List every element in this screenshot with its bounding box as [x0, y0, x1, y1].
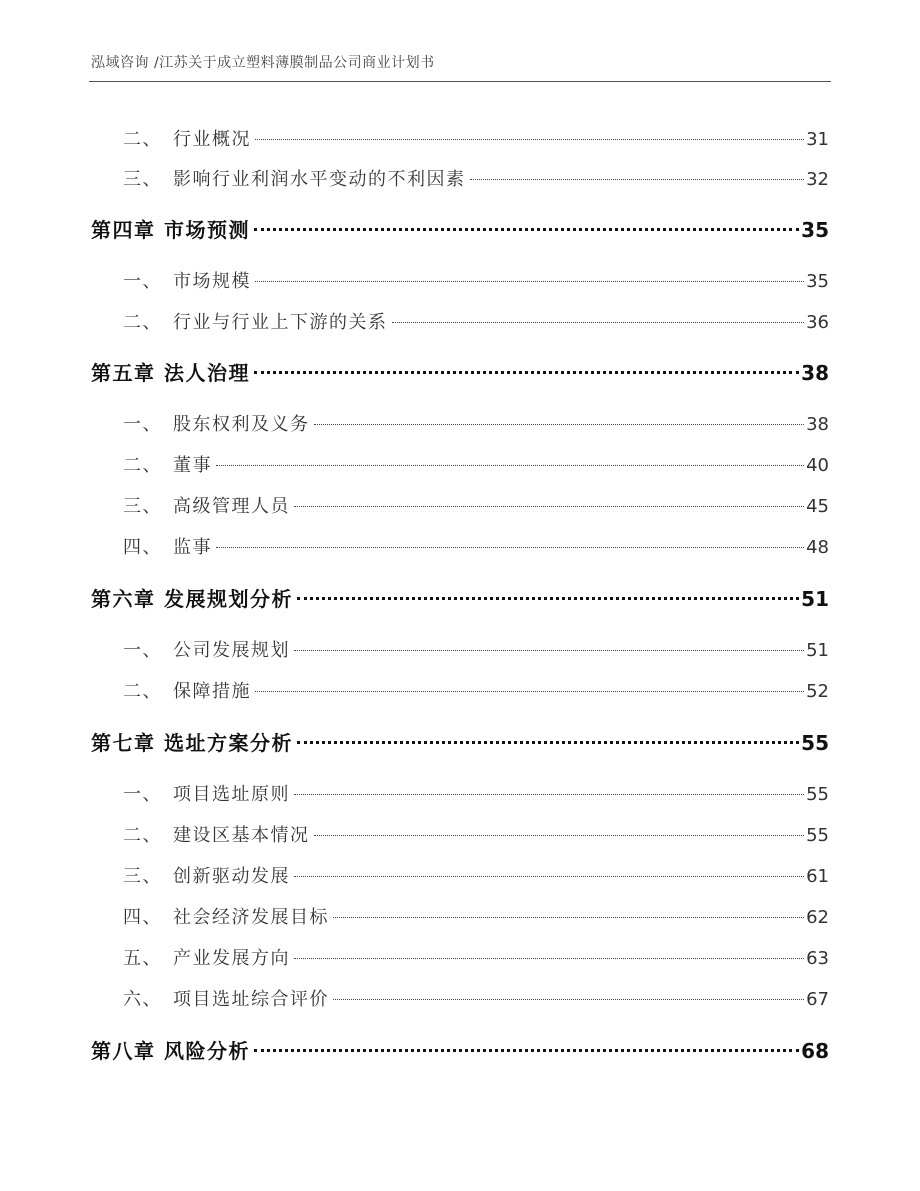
toc-section-entry[interactable]: [91, 125, 829, 151]
toc-entry-text: 影响行业利润水平变动的不利因素: [173, 169, 466, 190]
toc-entry-title: [91, 677, 251, 703]
toc-entry-title: [91, 862, 290, 888]
toc-entry-title: [91, 125, 251, 151]
toc-entry-text: 建设区基本情况: [173, 825, 310, 846]
page-header: 泓域咨询 /江苏关于成立塑料薄膜制品公司商业计划书: [91, 55, 435, 71]
toc-page-number: 62: [806, 907, 829, 928]
toc-section-entry[interactable]: [91, 903, 829, 929]
toc-leader-dots: [294, 876, 804, 877]
toc-chapter-entry[interactable]: [91, 583, 829, 612]
toc-entry-number: 五、: [123, 948, 162, 969]
toc-page-number: 51: [801, 587, 829, 611]
toc-entry-number: 二、: [123, 129, 162, 150]
toc-section-entry[interactable]: [91, 985, 829, 1011]
toc-entry-text: 监事: [173, 537, 212, 558]
toc-entry-title: [91, 308, 388, 334]
toc-page-number: 61: [806, 866, 829, 887]
toc-entry-number: 二、: [123, 312, 162, 333]
toc-entry-title: [91, 985, 329, 1011]
toc-entry-title: 第七章 选址方案分析: [91, 731, 293, 755]
toc-leader-dots: [294, 506, 804, 507]
header-divider: [89, 81, 831, 82]
toc-page-number: 45: [806, 496, 829, 517]
toc-entry-number: 一、: [123, 414, 162, 435]
toc-leader-dots: [294, 650, 804, 651]
toc-chapter-entry[interactable]: [91, 214, 829, 243]
toc-section-entry[interactable]: [91, 636, 829, 662]
toc-entry-text: 产业发展方向: [173, 948, 290, 969]
toc-section-entry[interactable]: [91, 492, 829, 518]
toc-page-number: 32: [806, 169, 829, 190]
toc-section-entry[interactable]: [91, 780, 829, 806]
toc-page-number: 35: [806, 271, 829, 292]
toc-entry-title: [91, 780, 290, 806]
toc-page-number: 38: [806, 414, 829, 435]
toc-chapter-entry[interactable]: [91, 727, 829, 756]
toc-section-entry[interactable]: [91, 267, 829, 293]
toc-entry-title: 第八章 风险分析: [91, 1039, 250, 1063]
toc-page-number: 55: [806, 825, 829, 846]
toc-entry-title: 第五章 法人治理: [91, 361, 250, 385]
toc-leader-dots: [392, 322, 805, 323]
toc-entry-text: 股东权利及义务: [173, 414, 310, 435]
toc-page-number: 31: [806, 129, 829, 150]
toc-section-entry[interactable]: [91, 165, 829, 191]
toc-page-number: 36: [806, 312, 829, 333]
toc-entry-text: 行业与行业上下游的关系: [173, 312, 388, 333]
toc-section-entry[interactable]: [91, 410, 829, 436]
toc-entry-title: [91, 410, 310, 436]
toc-entry-number: 一、: [123, 784, 162, 805]
toc-chapter-entry[interactable]: [91, 1035, 829, 1064]
toc-entry-text: 高级管理人员: [173, 496, 290, 517]
toc-leader-dots: [314, 424, 805, 425]
toc-page-number: 67: [806, 989, 829, 1010]
toc-entry-text: 市场规模: [173, 271, 251, 292]
toc-leader-dots: [470, 179, 805, 180]
toc-leader-dots: [255, 139, 804, 140]
toc-leader-dots: [255, 691, 804, 692]
toc-page-number: 40: [806, 455, 829, 476]
toc-entry-title: 第六章 发展规划分析: [91, 587, 293, 611]
toc-entry-text: 社会经济发展目标: [173, 907, 329, 928]
toc-leader-dots: [254, 371, 799, 374]
toc-leader-dots: [255, 281, 804, 282]
toc-page-number: 63: [806, 948, 829, 969]
toc-entry-number: 二、: [123, 455, 162, 476]
toc-entry-title: [91, 492, 290, 518]
toc-section-entry[interactable]: [91, 308, 829, 334]
toc-entry-title: [91, 821, 310, 847]
toc-page-number: 48: [806, 537, 829, 558]
toc-entry-title: [91, 636, 290, 662]
toc-page-number: 55: [806, 784, 829, 805]
toc-entry-title: [91, 451, 212, 477]
toc-entry-text: 公司发展规划: [173, 640, 290, 661]
toc-section-entry[interactable]: [91, 944, 829, 970]
toc-entry-number: 三、: [123, 169, 162, 190]
toc-section-entry[interactable]: [91, 862, 829, 888]
toc-entry-title: 第四章 市场预测: [91, 218, 250, 242]
toc-entry-text: 董事: [173, 455, 212, 476]
toc-leader-dots: [216, 465, 804, 466]
toc-leader-dots: [294, 958, 804, 959]
toc-entry-title: [91, 944, 290, 970]
toc-entry-number: 一、: [123, 271, 162, 292]
toc-entry-number: 六、: [123, 989, 162, 1010]
toc-entry-title: [91, 267, 251, 293]
toc-entry-number: 三、: [123, 496, 162, 517]
toc-page-number: 51: [806, 640, 829, 661]
toc-chapter-entry[interactable]: [91, 357, 829, 386]
toc-page-number: 38: [801, 361, 829, 385]
toc-entry-text: 保障措施: [173, 681, 251, 702]
toc-page-number: 68: [801, 1039, 829, 1063]
toc-leader-dots: [314, 835, 805, 836]
toc-section-entry[interactable]: [91, 451, 829, 477]
toc-leader-dots: [297, 597, 799, 600]
toc-leader-dots: [294, 794, 804, 795]
toc-entry-number: 二、: [123, 681, 162, 702]
toc-entry-title: [91, 903, 329, 929]
toc-page-number: 55: [801, 731, 829, 755]
toc-section-entry[interactable]: [91, 533, 829, 559]
toc-entry-title: [91, 165, 466, 191]
toc-leader-dots: [333, 999, 804, 1000]
toc-entry-title: [91, 533, 212, 559]
toc-entry-number: 四、: [123, 537, 162, 558]
toc-entry-number: 四、: [123, 907, 162, 928]
toc-entry-text: 创新驱动发展: [173, 866, 290, 887]
toc-entry-text: 行业概况: [173, 129, 251, 150]
toc-leader-dots: [254, 228, 799, 231]
toc-leader-dots: [333, 917, 804, 918]
toc-page-number: 52: [806, 681, 829, 702]
toc-entry-number: 一、: [123, 640, 162, 661]
toc-leader-dots: [297, 741, 799, 744]
toc-entry-text: 项目选址原则: [173, 784, 290, 805]
toc-section-entry[interactable]: [91, 821, 829, 847]
toc-page-number: 35: [801, 218, 829, 242]
toc-section-entry[interactable]: [91, 677, 829, 703]
toc-entry-number: 三、: [123, 866, 162, 887]
toc-leader-dots: [216, 547, 804, 548]
toc-entry-number: 二、: [123, 825, 162, 846]
toc-entry-text: 项目选址综合评价: [173, 989, 329, 1010]
toc-leader-dots: [254, 1049, 799, 1052]
